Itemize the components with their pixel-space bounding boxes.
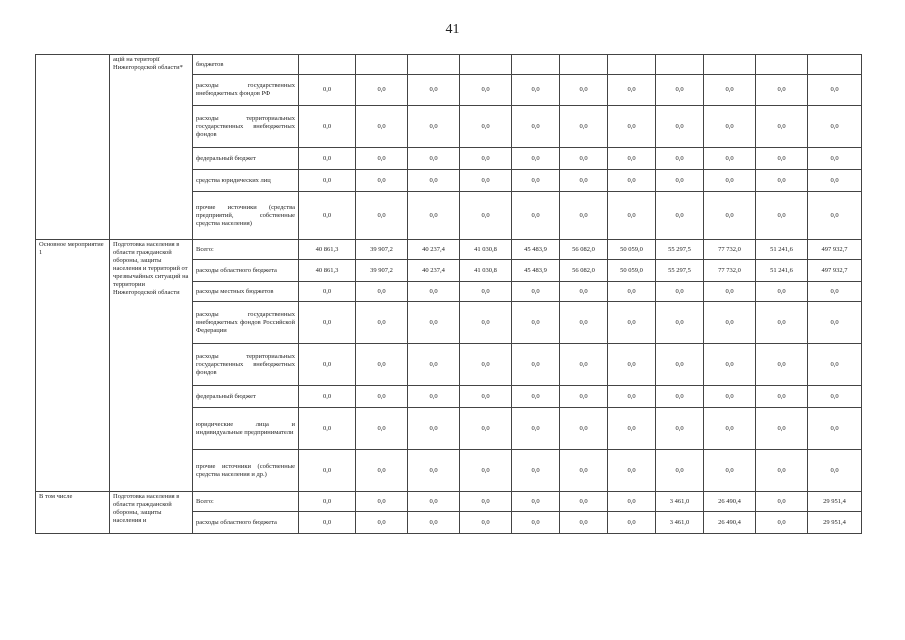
measure-label: Основное мероприятие 1 <box>36 240 110 492</box>
value-cell: 0,0 <box>808 344 862 386</box>
value-cell: 0,0 <box>560 148 608 170</box>
value-cell: 3 461,0 <box>656 492 704 512</box>
value-cell: 0,0 <box>560 302 608 344</box>
table-row <box>36 240 862 260</box>
value-cell: 39 907,2 <box>356 260 408 282</box>
value-cell: 0,0 <box>299 386 356 408</box>
funding-source: федеральный бюджет <box>193 148 299 170</box>
value-cell: 0,0 <box>512 282 560 302</box>
value-cell: 3 461,0 <box>656 512 704 534</box>
value-cell: 0,0 <box>756 106 808 148</box>
value-cell: 29 951,4 <box>808 492 862 512</box>
value-cell: 0,0 <box>408 344 460 386</box>
value-cell: 0,0 <box>704 344 756 386</box>
value-cell: 0,0 <box>460 106 512 148</box>
value-cell: 0,0 <box>656 75 704 106</box>
value-cell: 45 483,9 <box>512 260 560 282</box>
value-cell <box>408 55 460 75</box>
funding-source: бюджетов <box>193 55 299 75</box>
value-cell: 0,0 <box>560 192 608 240</box>
value-cell: 0,0 <box>299 450 356 492</box>
value-cell: 0,0 <box>808 302 862 344</box>
funding-source: расходы государственных внебюджетных фондов Российской Федерации <box>193 302 299 344</box>
value-cell: 40 861,3 <box>299 240 356 260</box>
value-cell: 0,0 <box>299 302 356 344</box>
value-cell: 0,0 <box>808 282 862 302</box>
value-cell <box>656 55 704 75</box>
value-cell <box>460 55 512 75</box>
table-row <box>36 492 862 512</box>
value-cell: 0,0 <box>460 192 512 240</box>
value-cell: 55 297,5 <box>656 260 704 282</box>
value-cell: 0,0 <box>756 492 808 512</box>
value-cell: 0,0 <box>512 106 560 148</box>
value-cell: 497 932,7 <box>808 260 862 282</box>
value-cell: 0,0 <box>704 106 756 148</box>
value-cell <box>704 55 756 75</box>
value-cell: 0,0 <box>408 170 460 192</box>
value-cell: 0,0 <box>656 170 704 192</box>
value-cell: 0,0 <box>408 492 460 512</box>
value-cell: 0,0 <box>356 408 408 450</box>
value-cell: 0,0 <box>408 106 460 148</box>
value-cell <box>608 55 656 75</box>
value-cell: 0,0 <box>408 408 460 450</box>
value-cell: 0,0 <box>512 512 560 534</box>
value-cell <box>560 55 608 75</box>
value-cell: 0,0 <box>756 408 808 450</box>
value-cell: 0,0 <box>460 148 512 170</box>
value-cell <box>299 55 356 75</box>
funding-source: расходы территориальных государственных внебюджетных фондов <box>193 344 299 386</box>
value-cell: 0,0 <box>299 282 356 302</box>
value-cell: 0,0 <box>656 148 704 170</box>
value-cell: 0,0 <box>512 192 560 240</box>
value-cell: 39 907,2 <box>356 240 408 260</box>
value-cell: 0,0 <box>408 302 460 344</box>
value-cell: 0,0 <box>356 148 408 170</box>
value-cell: 45 483,9 <box>512 240 560 260</box>
value-cell: 0,0 <box>356 512 408 534</box>
value-cell: 0,0 <box>608 170 656 192</box>
value-cell: 0,0 <box>608 192 656 240</box>
value-cell: 0,0 <box>756 302 808 344</box>
value-cell: 0,0 <box>808 106 862 148</box>
value-cell: 77 732,0 <box>704 260 756 282</box>
funding-source: средства юридических лиц <box>193 170 299 192</box>
value-cell: 0,0 <box>460 75 512 106</box>
measure-label <box>36 55 110 240</box>
value-cell: 0,0 <box>656 386 704 408</box>
value-cell: 0,0 <box>756 450 808 492</box>
value-cell: 0,0 <box>408 512 460 534</box>
value-cell: 0,0 <box>808 408 862 450</box>
value-cell: 0,0 <box>460 302 512 344</box>
value-cell: 40 861,3 <box>299 260 356 282</box>
value-cell: 41 030,8 <box>460 240 512 260</box>
value-cell: 0,0 <box>299 192 356 240</box>
value-cell: 0,0 <box>560 106 608 148</box>
value-cell: 0,0 <box>756 75 808 106</box>
value-cell: 0,0 <box>299 148 356 170</box>
measure-description: ацій на території Нижегородской области* <box>110 55 193 240</box>
value-cell: 56 082,0 <box>560 260 608 282</box>
value-cell: 29 951,4 <box>808 512 862 534</box>
value-cell: 0,0 <box>704 386 756 408</box>
value-cell: 0,0 <box>608 344 656 386</box>
value-cell: 0,0 <box>408 282 460 302</box>
value-cell: 0,0 <box>608 492 656 512</box>
value-cell: 0,0 <box>512 344 560 386</box>
value-cell: 51 241,6 <box>756 240 808 260</box>
value-cell: 0,0 <box>808 75 862 106</box>
value-cell: 0,0 <box>608 148 656 170</box>
value-cell: 0,0 <box>560 492 608 512</box>
value-cell: 0,0 <box>460 170 512 192</box>
value-cell: 0,0 <box>299 492 356 512</box>
value-cell: 0,0 <box>460 408 512 450</box>
value-cell: 0,0 <box>560 512 608 534</box>
value-cell: 0,0 <box>299 408 356 450</box>
funding-source: Всего: <box>193 240 299 260</box>
value-cell: 0,0 <box>356 386 408 408</box>
value-cell: 0,0 <box>512 170 560 192</box>
value-cell: 0,0 <box>756 386 808 408</box>
value-cell: 0,0 <box>756 344 808 386</box>
value-cell: 50 059,0 <box>608 260 656 282</box>
value-cell: 0,0 <box>608 75 656 106</box>
value-cell: 0,0 <box>704 75 756 106</box>
measure-description: Подготовка населения в области гражданской обороны, защиты населения и <box>110 492 193 534</box>
value-cell: 0,0 <box>460 386 512 408</box>
value-cell: 40 237,4 <box>408 260 460 282</box>
value-cell <box>808 55 862 75</box>
value-cell: 0,0 <box>512 408 560 450</box>
value-cell: 0,0 <box>408 75 460 106</box>
measure-label: В том числе <box>36 492 110 534</box>
value-cell: 0,0 <box>299 344 356 386</box>
value-cell: 0,0 <box>656 450 704 492</box>
value-cell: 0,0 <box>608 386 656 408</box>
value-cell: 0,0 <box>512 148 560 170</box>
value-cell: 0,0 <box>656 282 704 302</box>
value-cell: 0,0 <box>512 450 560 492</box>
funding-source: расходы областного бюджета <box>193 512 299 534</box>
value-cell: 0,0 <box>512 302 560 344</box>
value-cell: 0,0 <box>560 282 608 302</box>
value-cell: 0,0 <box>512 75 560 106</box>
value-cell: 0,0 <box>356 170 408 192</box>
value-cell: 0,0 <box>408 148 460 170</box>
value-cell: 51 241,6 <box>756 260 808 282</box>
value-cell: 0,0 <box>356 106 408 148</box>
funding-source: расходы государственных внебюджетных фондов РФ <box>193 75 299 106</box>
value-cell: 0,0 <box>512 386 560 408</box>
value-cell: 0,0 <box>560 450 608 492</box>
value-cell: 40 237,4 <box>408 240 460 260</box>
value-cell: 0,0 <box>560 408 608 450</box>
value-cell: 0,0 <box>560 344 608 386</box>
value-cell: 0,0 <box>356 450 408 492</box>
value-cell: 0,0 <box>356 75 408 106</box>
value-cell: 0,0 <box>356 282 408 302</box>
value-cell <box>756 55 808 75</box>
value-cell: 0,0 <box>460 450 512 492</box>
value-cell: 0,0 <box>356 344 408 386</box>
value-cell: 0,0 <box>656 408 704 450</box>
value-cell: 0,0 <box>704 302 756 344</box>
value-cell: 0,0 <box>756 148 808 170</box>
value-cell: 0,0 <box>608 450 656 492</box>
funding-source: расходы территориальных государственных внебюджетных фондов <box>193 106 299 148</box>
funding-source: Всего: <box>193 492 299 512</box>
value-cell: 50 059,0 <box>608 240 656 260</box>
value-cell: 0,0 <box>608 282 656 302</box>
value-cell: 0,0 <box>656 344 704 386</box>
value-cell: 0,0 <box>808 170 862 192</box>
value-cell: 0,0 <box>656 302 704 344</box>
funding-table <box>35 54 862 534</box>
value-cell: 0,0 <box>704 408 756 450</box>
value-cell: 0,0 <box>808 192 862 240</box>
value-cell: 0,0 <box>560 386 608 408</box>
value-cell: 0,0 <box>756 192 808 240</box>
value-cell: 0,0 <box>460 344 512 386</box>
funding-source: расходы местных бюджетов <box>193 282 299 302</box>
value-cell: 0,0 <box>808 450 862 492</box>
value-cell: 26 490,4 <box>704 492 756 512</box>
value-cell: 26 490,4 <box>704 512 756 534</box>
value-cell: 0,0 <box>704 170 756 192</box>
table-row <box>36 55 862 75</box>
funding-source: прочие источники (средства предприятий, собственные средства населения) <box>193 192 299 240</box>
funding-source: федеральный бюджет <box>193 386 299 408</box>
value-cell: 0,0 <box>299 170 356 192</box>
funding-source: расходы областного бюджета <box>193 260 299 282</box>
value-cell: 0,0 <box>704 450 756 492</box>
value-cell: 0,0 <box>608 408 656 450</box>
value-cell: 0,0 <box>704 148 756 170</box>
value-cell: 0,0 <box>656 106 704 148</box>
value-cell: 0,0 <box>756 170 808 192</box>
value-cell: 55 297,5 <box>656 240 704 260</box>
value-cell: 0,0 <box>808 148 862 170</box>
measure-description: Подготовка населения в области гражданской обороны, защиты населения и территорий от чрезвычайных ситуаций на территории Нижегородской области <box>110 240 193 492</box>
funding-source: юридические лица и индивидуальные предприниматели <box>193 408 299 450</box>
value-cell: 0,0 <box>299 512 356 534</box>
value-cell <box>356 55 408 75</box>
value-cell: 41 030,8 <box>460 260 512 282</box>
value-cell: 0,0 <box>704 282 756 302</box>
page-number: 41 <box>445 22 460 37</box>
value-cell: 0,0 <box>704 192 756 240</box>
value-cell: 77 732,0 <box>704 240 756 260</box>
funding-source: прочие источники (собственные средства населения и др.) <box>193 450 299 492</box>
value-cell: 0,0 <box>408 192 460 240</box>
value-cell: 0,0 <box>560 75 608 106</box>
value-cell: 0,0 <box>408 386 460 408</box>
value-cell: 0,0 <box>356 192 408 240</box>
value-cell: 0,0 <box>299 106 356 148</box>
value-cell: 0,0 <box>460 492 512 512</box>
value-cell: 0,0 <box>656 192 704 240</box>
value-cell: 0,0 <box>512 492 560 512</box>
value-cell: 0,0 <box>608 512 656 534</box>
value-cell: 0,0 <box>356 492 408 512</box>
value-cell: 0,0 <box>808 386 862 408</box>
value-cell: 0,0 <box>408 450 460 492</box>
value-cell <box>512 55 560 75</box>
value-cell: 0,0 <box>356 302 408 344</box>
value-cell: 0,0 <box>299 75 356 106</box>
value-cell: 56 082,0 <box>560 240 608 260</box>
value-cell: 0,0 <box>756 512 808 534</box>
value-cell: 497 932,7 <box>808 240 862 260</box>
value-cell: 0,0 <box>608 106 656 148</box>
value-cell: 0,0 <box>608 302 656 344</box>
value-cell: 0,0 <box>460 512 512 534</box>
value-cell: 0,0 <box>560 170 608 192</box>
value-cell: 0,0 <box>460 282 512 302</box>
value-cell: 0,0 <box>756 282 808 302</box>
